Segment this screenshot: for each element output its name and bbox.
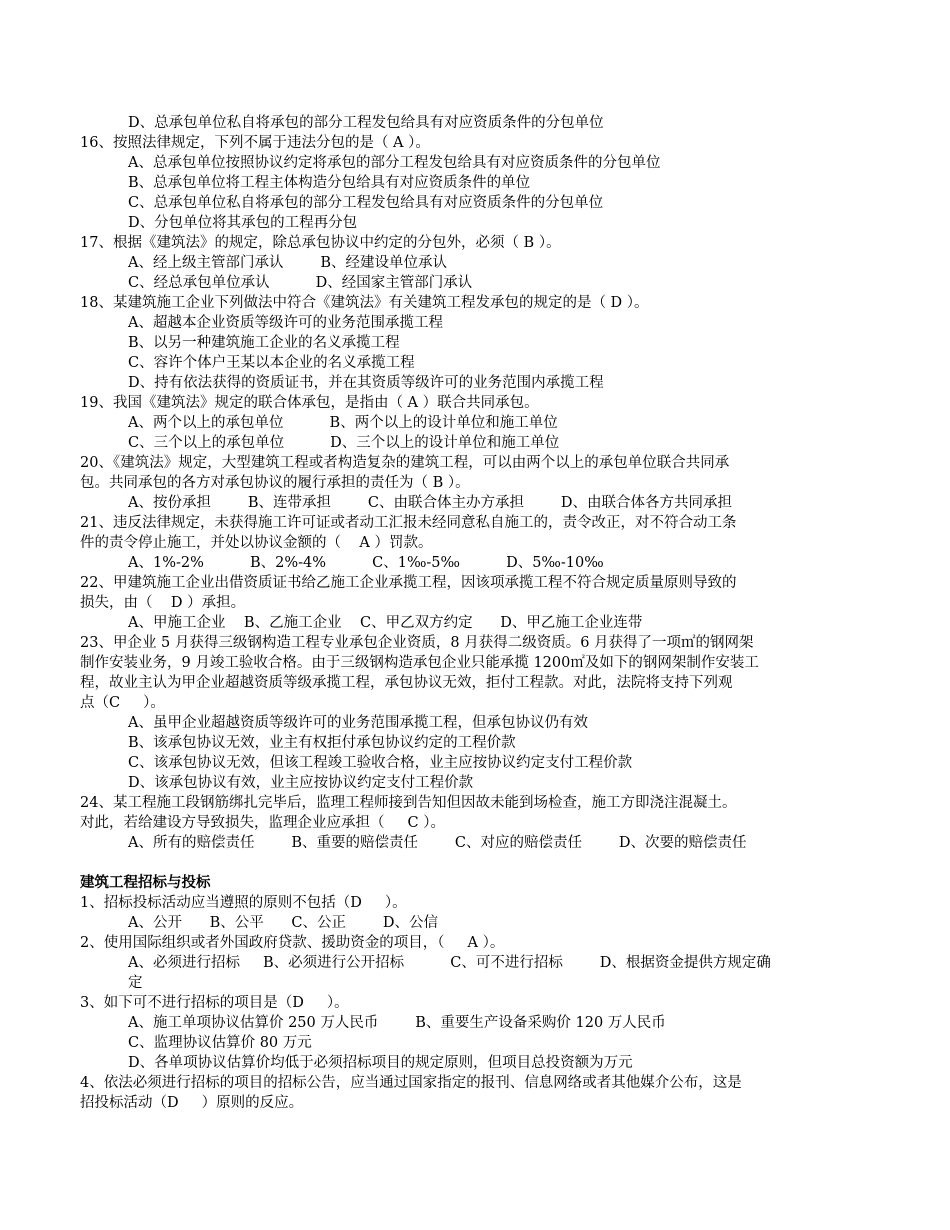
option-line: A、施工单项协议估算价 250 万人民币 B、重要生产设备采购价 120 万人民币 [128, 1015, 666, 1031]
question-line: 程，故业主认为甲企业超越资质等级承揽工程，承包协议无效，拒付工程款。对此，法院将支持下列观 [80, 675, 733, 691]
option-line: A、超越本企业资质等级许可的业务范围承揽工程 [128, 315, 443, 331]
question-line: 19、我国《建筑法》规定的联合体承包，是指由（ A ）联合共同承包。 [80, 395, 539, 411]
question-line: 20、《建筑法》规定，大型建筑工程或者构造复杂的建筑工程，可以由两个以上的承包单位联合共同承 [80, 455, 730, 471]
question-line: 对此，若给建设方导致损失，监理企业应承担（ C ）。 [80, 815, 445, 831]
option-line: A、1%-2% B、2%-4% C、1‰-5‰ D、5‰-10‰ [128, 555, 604, 571]
question-line: 包。共同承包的各方对承包协议的履行承担的责任为（ B ）。 [80, 475, 470, 491]
option-line: B、以另一种建筑施工企业的名义承揽工程 [128, 335, 400, 351]
question-line: 2、使用国际组织或者外国政府贷款、援助资金的项目，（ A ）。 [80, 935, 505, 951]
question-line: 24、某工程施工段钢筋绑扎完毕后，监理工程师接到告知但因故未能到场检查，施工方即浇注混凝土。 [80, 795, 737, 811]
option-line: B、该承包协议无效，业主有权拒付承包协议约定的工程价款 [128, 735, 516, 751]
option-line: A、按份承担 B、连带承担 C、由联合体主办方承担 D、由联合体各方共同承担 [128, 495, 732, 511]
option-line: D、分包单位将其承包的工程再分包 [128, 215, 358, 231]
option-line: D、持有依法获得的资质证书，并在其资质等级许可的业务范围内承揽工程 [128, 375, 604, 391]
question-line: 22、甲建筑施工企业出借资质证书给乙施工企业承揽工程，因该项承揽工程不符合规定质量原则导致的 [80, 575, 737, 591]
question-line: 4、依法必须进行招标的项目的招标公告，应当通过国家指定的报刊、信息网络或者其他媒介公布，这是 [80, 1075, 742, 1091]
option-line: D、该承包协议有效，业主应按协议约定支付工程价款 [128, 775, 474, 791]
option-line: A、两个以上的承包单位 B、两个以上的设计单位和施工单位 [128, 415, 558, 431]
section-heading: 建筑工程招标与投标 [80, 874, 211, 891]
option-line: C、三个以上的承包单位 D、三个以上的设计单位和施工单位 [128, 435, 560, 451]
question-line: 点（C ）。 [80, 695, 165, 711]
question-line: 招投标活动（D ）原则的反应。 [80, 1095, 304, 1111]
option-line: C、容许个体户王某以本企业的名义承揽工程 [128, 355, 415, 371]
question-line: 18、某建筑施工企业下列做法中符合《建筑法》有关建筑工程发承包的规定的是（ D ）。 [80, 295, 649, 311]
question-line: 16、按照法律规定，下列不属于违法分包的是（ A ）。 [80, 135, 430, 151]
option-line: A、虽甲企业超越资质等级许可的业务范围承揽工程，但承包协议仍有效 [128, 715, 588, 731]
question-line: 1、招标投标活动应当遵照的原则不包括（D ）。 [80, 895, 407, 911]
option-line: A、甲施工企业 B、乙施工企业 C、甲乙双方约定 D、甲乙施工企业连带 [128, 615, 643, 631]
option-line: D、总承包单位私自将承包的部分工程发包给具有对应资质条件的分包单位 [128, 115, 604, 131]
question-line: 21、违反法律规定，未获得施工许可证或者动工汇报未经同意私自施工的，责令改正，对不符合动工条 [80, 515, 737, 531]
question-line: 损失，由（ D ）承担。 [80, 595, 246, 611]
question-line: 制作安装业务，9 月竣工验收合格。由于三级钢构造承包企业只能承揽 1200㎡及如下的钢网架制作安装工 [80, 655, 759, 671]
question-line: 件的责令停止施工，并处以协议金额的（ A ）罚款。 [80, 535, 433, 551]
option-line: A、所有的赔偿责任 B、重要的赔偿责任 C、对应的赔偿责任 D、次要的赔偿责任 [128, 835, 747, 851]
option-line: C、该承包协议无效，但该工程竣工验收合格，业主应按协议约定支付工程价款 [128, 755, 633, 771]
question-line: 3、如下可不进行招标的项目是（D ）。 [80, 995, 349, 1011]
option-line: 定 [128, 975, 143, 991]
question-line: 17、根据《建筑法》的规定，除总承包协议中约定的分包外，必须（ B ）。 [80, 235, 561, 251]
option-line: A、公开 B、公平 C、公正 D、公信 [128, 915, 439, 931]
option-line: A、必须进行招标 B、必须进行公开招标 C、可不进行招标 D、根据资金提供方规定确 [128, 955, 771, 971]
question-line: 23、甲企业 5 月获得三级钢构造工程专业承包企业资质，8 月获得二级资质。6 月获得了一项㎡的钢网架 [80, 635, 754, 651]
option-line: B、总承包单位将工程主体构造分包给具有对应资质条件的单位 [128, 175, 531, 191]
option-line: C、监理协议估算价 80 万元 [128, 1035, 312, 1051]
option-line: D、各单项协议估算价均低于必须招标项目的规定原则，但项目总投资额为万元 [128, 1055, 633, 1071]
option-line: A、总承包单位按照协议约定将承包的部分工程发包给具有对应资质条件的分包单位 [128, 155, 661, 171]
option-line: C、总承包单位私自将承包的部分工程发包给具有对应资质条件的分包单位 [128, 195, 604, 211]
option-line: A、经上级主管部门承认 B、经建设单位承认 [128, 255, 447, 271]
option-line: C、经总承包单位承认 D、经国家主管部门承认 [128, 275, 473, 291]
